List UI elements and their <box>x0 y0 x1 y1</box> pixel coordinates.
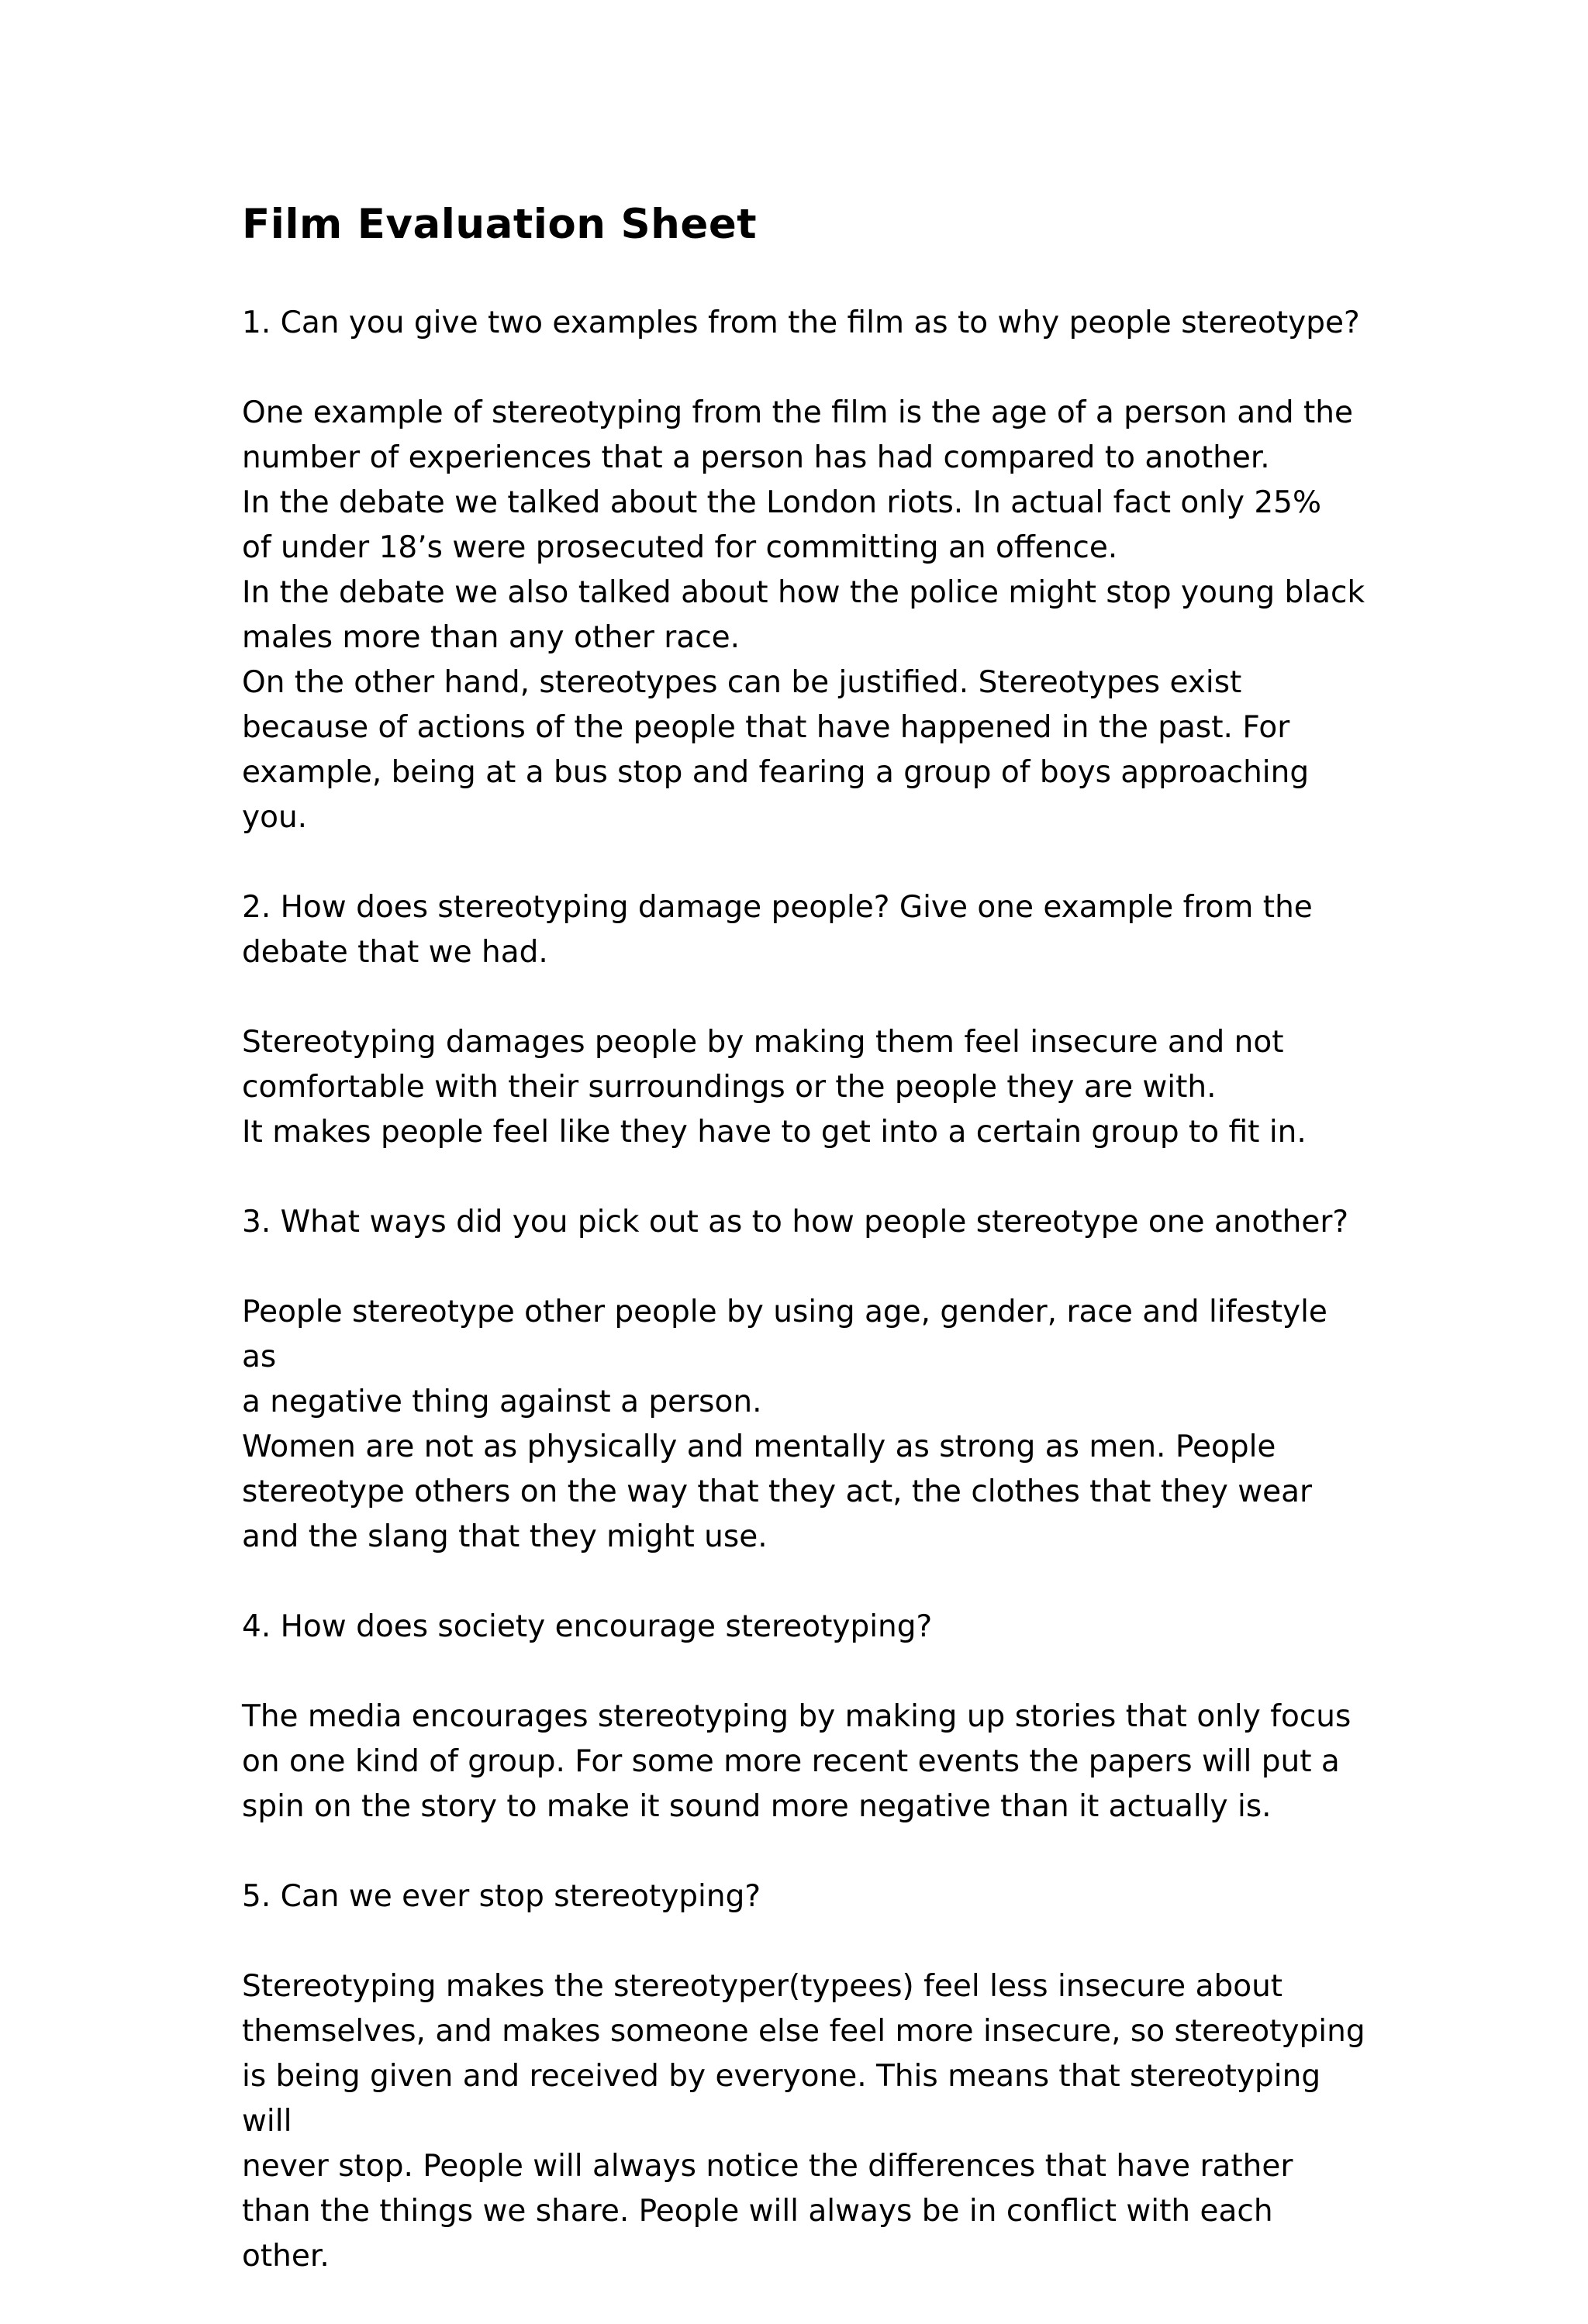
question-section-5 <box>242 1874 1366 2279</box>
answer-paragraph: It makes people feel like they have to get into a certain group to fit in. <box>242 1115 1307 1150</box>
question-section-2 <box>242 885 1366 1155</box>
answer-paragraph: In the debate we talked about the London riots. In actual fact only 25% of under 18’s were prosecuted for committing an offence. <box>242 485 1322 565</box>
answer-paragraph: The media encourages stereotyping by making up stories that only focus on one kind of group. For some more recent events the papers will put a spin on the story to make it sound more negative than it actually is. <box>242 1699 1352 1824</box>
question-section-3 <box>242 1200 1366 1560</box>
answer-paragraph: Women are not as physically and mentally as strong as men. People stereotype others on the way that they act, the clothes that they wear and the slang that they might use. <box>242 1429 1313 1554</box>
answer-block <box>242 391 1366 840</box>
answer-block <box>242 1695 1366 1829</box>
document-title: Film Evaluation Sheet <box>242 201 758 248</box>
question-section-4 <box>242 1605 1366 1829</box>
question-text: 4. How does society encourage stereotyping? <box>242 1609 933 1644</box>
answer-block <box>242 1964 1366 2279</box>
question-text: 2. How does stereotyping damage people? Give one example from the debate that we had. <box>242 890 1313 970</box>
answer-paragraph: One example of stereotyping from the film is the age of a person and the number of experiences that a person has had compared to another. <box>242 395 1354 475</box>
question-text: 3. What ways did you pick out as to how people stereotype one another? <box>242 1205 1349 1240</box>
answer-paragraph: People stereotype other people by using age, gender, race and lifestyle as a negative thing against a person. <box>242 1295 1327 1419</box>
answer-block <box>242 1290 1366 1560</box>
answer-paragraph: In the debate we also talked about how the police might stop young black males more than any other race. <box>242 575 1365 655</box>
question-section-1 <box>242 301 1366 840</box>
answer-paragraph: On the other hand, stereotypes can be justified. Stereotypes exist because of actions of the people that have happened in the past. For example, being at a bus stop and fearing a group of boys approaching you. <box>242 665 1310 835</box>
question-text: 1. Can you give two examples from the film as to why people stereotype? <box>242 305 1360 340</box>
document-page <box>242 192 1366 2324</box>
answer-block <box>242 1020 1366 1155</box>
question-text: 5. Can we ever stop stereotyping? <box>242 1879 761 1914</box>
answer-paragraph: Stereotyping makes the stereotyper(typees) feel less insecure about themselves, and makes someone else feel more insecure, so stereotyping is being given and received by everyone. This means that stereotyping will never stop. People will always notice the differences that have rather than the things we share. People will always be in conflict with each other. <box>242 1969 1365 2274</box>
answer-paragraph: Stereotyping damages people by making them feel insecure and not comfortable with their surroundings or the people they are with. <box>242 1025 1284 1105</box>
